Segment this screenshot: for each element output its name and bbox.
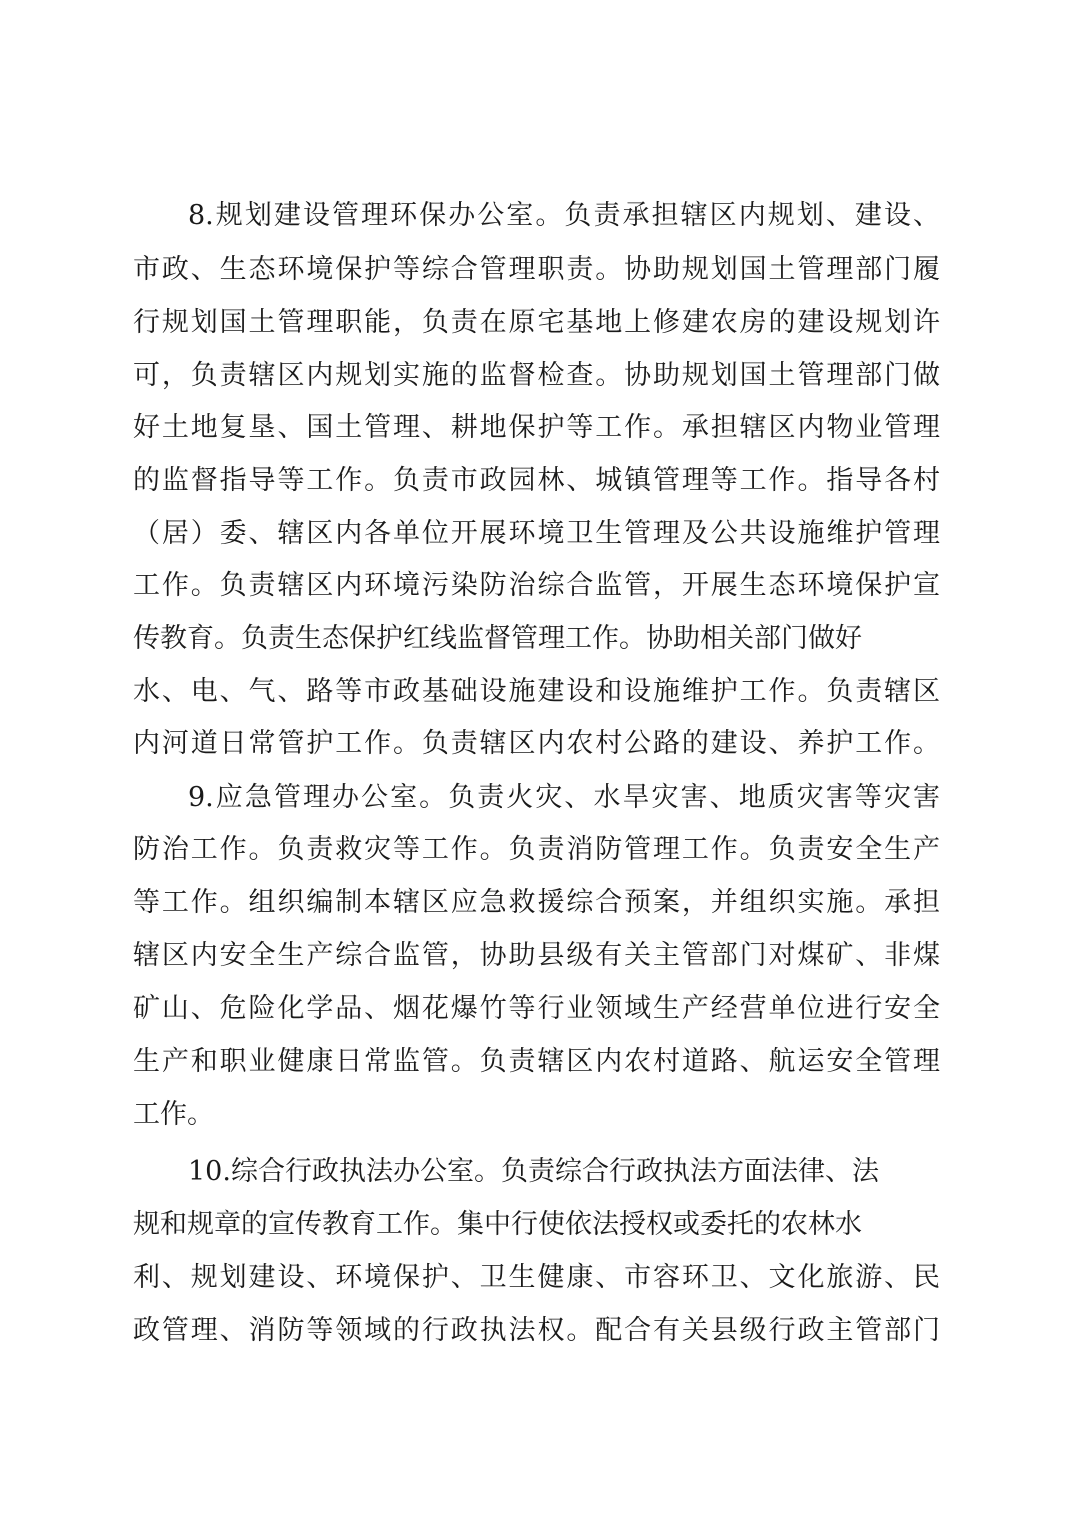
paragraph-10-line: 规和规章的宣传教育工作。集中行使依法授权或委托的农林水 [133,1209,862,1240]
paragraph-8-line: 水、电、气、路等市政基础设施建设和设施维护工作。负责辖区 [133,676,940,707]
paragraph-9-line: 生产和职业健康日常监管。负责辖区内农村道路、航运安全管理 [133,1046,940,1077]
paragraph-8-line: （居）委、辖区内各单位开展环境卫生管理及公共设施维护管理 [133,518,940,549]
paragraph-8-line: 好土地复垦、国土管理、耕地保护等工作。承担辖区内物业管理 [133,412,940,443]
paragraph-8-line: 内河道日常管护工作。负责辖区内农村公路的建设、养护工作。 [133,728,940,759]
paragraph-9-line: 工作。 [133,1099,214,1130]
paragraph-8-line: 可，负责辖区内规划实施的监督检查。协助规划国土管理部门做 [133,360,940,391]
paragraph-9-line: 矿山、危险化学品、烟花爆竹等行业领域生产经营单位进行安全 [133,993,940,1024]
paragraph-8-line: 传教育。负责生态保护红线监督管理工作。协助相关部门做好 [133,623,862,654]
paragraph-10-line: 利、规划建设、环境保护、卫生健康、市容环卫、文化旅游、民 [133,1262,940,1293]
paragraph-8-line: 的监督指导等工作。负责市政园林、城镇管理等工作。指导各村 [133,465,940,496]
paragraph-9-line: 等工作。组织编制本辖区应急救援综合预案，并组织实施。承担 [133,887,940,918]
paragraph-8-line: 市政、生态环境保护等综合管理职责。协助规划国土管理部门履 [133,254,940,285]
paragraph-8-line: 8.规划建设管理环保办公室。负责承担辖区内规划、建设、 [188,200,940,231]
paragraph-9-line: 防治工作。负责救灾等工作。负责消防管理工作。负责安全生产 [133,834,940,865]
paragraph-8-line: 工作。负责辖区内环境污染防治综合监管，开展生态环境保护宣 [133,570,940,601]
paragraph-9-line: 9.应急管理办公室。负责火灾、水旱灾害、地质灾害等灾害 [188,782,940,813]
paragraph-10-line: 政管理、消防等领域的行政执法权。配合有关县级行政主管部门 [133,1315,940,1346]
paragraph-9-line: 辖区内安全生产综合监管，协助县级有关主管部门对煤矿、非煤 [133,940,940,971]
paragraph-10-line: 10.综合行政执法办公室。负责综合行政执法方面法律、法 [188,1156,879,1187]
paragraph-8-line: 行规划国土管理职能，负责在原宅基地上修建农房的建设规划许 [133,307,940,338]
